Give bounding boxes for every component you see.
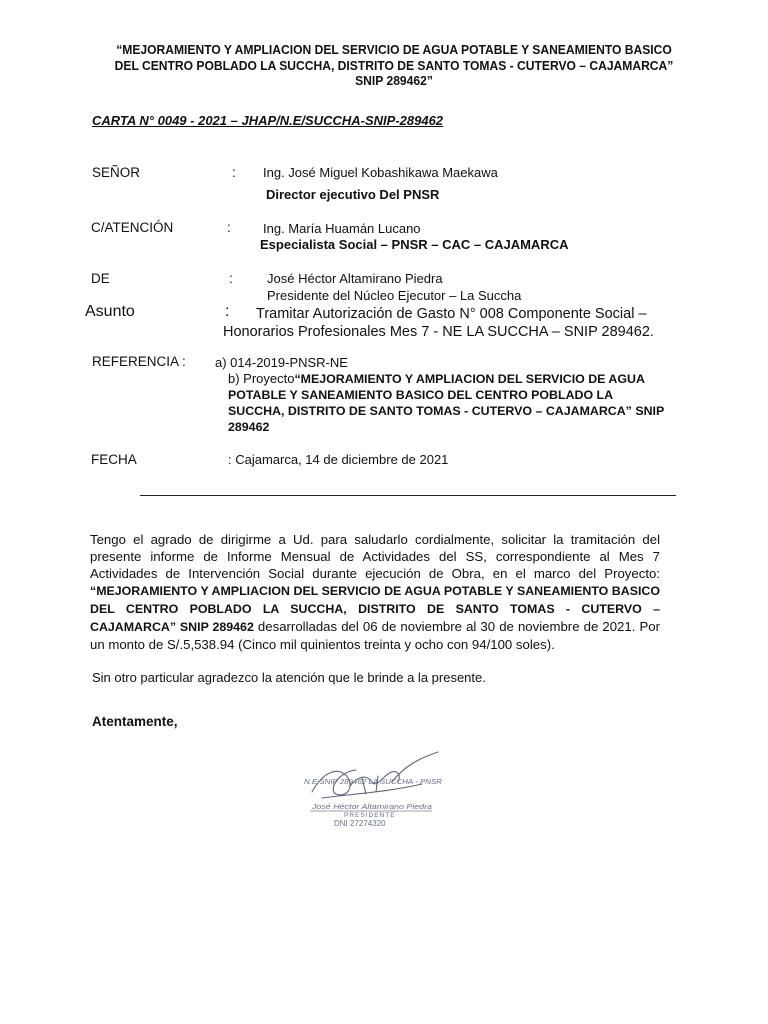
referencia-project-name: “MEJORAMIENTO Y AMPLIACION DEL SERVICIO DE AGUA POTABLE Y SANEAMIENTO BASICO DEL CENTRO POBLADO LA SUCCHA, DISTRITO DE SANTO TOMAS - CUTERVO – CAJAMARCA” SNIP 289462	[228, 372, 665, 434]
asunto-label: Asunto	[85, 303, 135, 320]
section-divider	[140, 495, 676, 496]
referencia-item-a: a) 014-2019-PNSR-NE	[215, 355, 348, 370]
signature-stamp	[292, 748, 452, 830]
handwritten-signature	[312, 752, 438, 798]
de-label: DE	[91, 271, 110, 286]
body-project-name: “MEJORAMIENTO Y AMPLIACION DEL SERVICIO DE AGUA POTABLE Y SANEAMIENTO BASICO DEL CENTRO POBLADO LA SUCCHA, DISTRITO DE SANTO TOMAS - CUTERVO – CAJAMARCA” SNIP 289462	[90, 584, 660, 634]
atencion-title: Especialista Social – PNSR – CAC – CAJAMARCA	[260, 237, 569, 252]
fecha-label: FECHA	[91, 452, 137, 467]
sign-off: Atentamente,	[92, 714, 178, 729]
atencion-name: Ing. María Huamán Lucano	[263, 221, 421, 236]
header-line-3: SNIP 289462”	[355, 73, 433, 88]
stamp-line-2: José Héctor Altamirano Piedra	[310, 802, 432, 811]
header-line-1: “MEJORAMIENTO Y AMPLIACION DEL SERVICIO DE AGUA POTABLE Y SANEAMIENTO BASICO	[116, 42, 672, 57]
header-line-2: DEL CENTRO POBLADO LA SUCCHA, DISTRITO DE SANTO TOMAS - CUTERVO – CAJAMARCA”	[114, 57, 674, 73]
atencion-colon: :	[227, 220, 231, 235]
referencia-label: REFERENCIA :	[92, 354, 186, 369]
stamp-line-4: DNI 27274320	[334, 819, 386, 828]
asunto-colon: :	[225, 303, 230, 320]
senor-title: Director ejecutivo Del PNSR	[266, 187, 440, 202]
de-name: José Héctor Altamirano Piedra	[267, 271, 443, 286]
stamp-line-3: PRESIDENTE	[344, 812, 396, 819]
asunto-text	[223, 305, 703, 341]
stamp-line-1: N.E SNIP 289462 LA SUCCHA - PNSR	[304, 777, 442, 786]
senor-label: SEÑOR	[92, 165, 141, 180]
senor-name: Ing. José Miguel Kobashikawa Maekawa	[263, 165, 498, 180]
asunto-line-2: Honorarios Profesionales Mes 7 - NE LA SUCCHA – SNIP 289462.	[223, 324, 654, 340]
project-header	[102, 42, 686, 89]
closing-text: Sin otro particular agradezco la atención que le brinde a la presente.	[92, 670, 486, 685]
de-colon: :	[229, 271, 233, 286]
body-paragraph	[90, 531, 660, 653]
body-intro: Tengo el agrado de dirigirme a Ud. para saludarlo cordialmente, solicitar la tramitación del presente informe de Informe Mensual de Actividades del SS, correspondiente al Mes 7 Actividades de Intervención Social durante ejecución de Obra, en el marco del Proyecto:	[90, 532, 660, 581]
asunto-line-1: Tramitar Autorización de Gasto N° 008 Componente Social –	[256, 306, 647, 322]
senor-colon: :	[232, 165, 236, 180]
body-details: desarrolladas del 06 de noviembre al 30 de noviembre de 2021. Por un monto de S/.5,538.94 (Cinco mil quinientos treinta y ocho con 94/100 soles).	[90, 619, 660, 652]
fecha-value: : Cajamarca, 14 de diciembre de 2021	[228, 452, 449, 467]
atencion-label: C/ATENCIÓN	[91, 220, 174, 235]
referencia-item-b	[228, 371, 668, 435]
de-title: Presidente del Núcleo Ejecutor – La Succha	[267, 288, 522, 303]
letter-number: CARTA N° 0049 - 2021 – JHAP/N.E/SUCCHA-SNIP-289462	[92, 113, 444, 128]
referencia-item-b-prefix: b) Proyecto	[228, 371, 295, 386]
